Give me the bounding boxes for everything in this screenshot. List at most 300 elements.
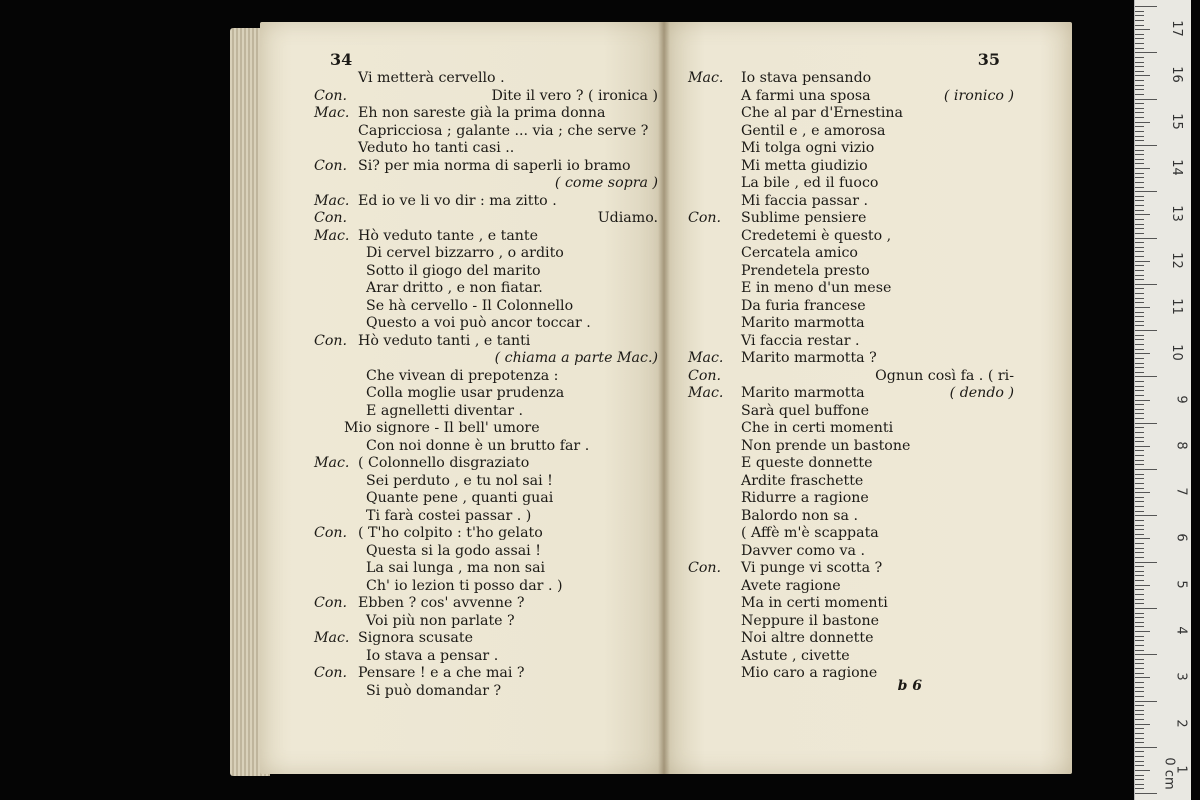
ruler-tick — [1135, 784, 1144, 785]
verse-text: Che al par d'Ernestina — [741, 105, 904, 121]
ruler-tick — [1135, 302, 1144, 303]
verse-text: Vi punge vi scotta ? — [741, 560, 883, 576]
ruler-tick — [1135, 191, 1157, 192]
ruler-tick — [1135, 256, 1144, 257]
speaker-label: Con. — [314, 595, 348, 611]
ruler-tick — [1135, 446, 1150, 447]
verse-line — [260, 210, 664, 228]
ruler-tick — [1135, 603, 1144, 604]
ruler-tick — [1135, 474, 1144, 475]
verse-line — [664, 105, 1072, 123]
stage-direction: ( chiama a parte Mac.) — [494, 350, 658, 366]
ruler-tick — [1135, 580, 1144, 581]
verse-text: Io stava a pensar . — [366, 647, 499, 664]
ruler-tick — [1135, 99, 1157, 100]
ruler-tick — [1135, 751, 1144, 752]
verse-line — [260, 105, 664, 123]
left-page — [260, 22, 664, 774]
ruler-tick — [1135, 173, 1144, 174]
ruler-tick — [1135, 214, 1150, 215]
ruler-tick — [1135, 43, 1144, 44]
speaker-label: Con. — [314, 87, 348, 104]
ruler-tick — [1135, 705, 1144, 706]
ruler-number: 17 — [1169, 20, 1185, 37]
verse-text: Che in certi momenti — [741, 420, 894, 436]
verse-text: Prendetela presto — [741, 262, 870, 279]
ruler-tick — [1135, 270, 1144, 271]
ruler-tick — [1135, 501, 1144, 502]
ruler-number: 14 — [1169, 159, 1185, 176]
ruler-number: 9 — [1173, 394, 1189, 404]
verse-text: Credetemi è questo , — [741, 227, 892, 244]
ruler-tick — [1135, 210, 1144, 211]
ruler-tick — [1135, 80, 1144, 81]
ruler-tick — [1135, 432, 1144, 433]
verse-line — [260, 315, 664, 333]
ruler-tick — [1135, 25, 1144, 26]
ruler-tick — [1135, 714, 1144, 715]
ruler-tick — [1135, 404, 1144, 405]
ruler-tick — [1135, 187, 1144, 188]
verse-text: Mio signore - Il bell' umore — [344, 420, 540, 436]
ruler-tick — [1135, 701, 1157, 702]
verse-text: Marito marmotta — [741, 385, 865, 401]
open-book — [230, 22, 1072, 780]
verse-text: Vi faccia restar . — [741, 332, 860, 349]
verse-line — [664, 438, 1072, 456]
ruler-number: 15 — [1169, 112, 1185, 130]
verse-text: Se hà cervello - Il Colonnello — [366, 297, 574, 314]
verse-text: Ridurre a ragione — [741, 490, 869, 506]
ruler-tick — [1135, 742, 1144, 743]
verse-text: Mi faccia passar . — [741, 192, 869, 209]
ruler-tick — [1135, 57, 1144, 58]
ruler-tick — [1135, 520, 1144, 521]
ruler-tick — [1135, 525, 1144, 526]
stage-direction: ( come sopra ) — [554, 175, 658, 191]
speaker-label: Con. — [314, 210, 348, 226]
ruler-tick — [1135, 636, 1144, 637]
left-page-text — [260, 70, 664, 700]
ruler-tick — [1135, 335, 1144, 336]
verse-line — [260, 438, 664, 456]
verse-text: Con noi donne è un brutto far . — [366, 437, 590, 454]
verse-line — [260, 578, 664, 596]
speaker-label: Con. — [688, 367, 722, 384]
ruler-tick — [1135, 75, 1150, 76]
ruler-tick — [1135, 645, 1144, 646]
ruler-tick — [1135, 765, 1144, 766]
ruler-tick — [1135, 788, 1144, 789]
verse-text: Arar dritto , e non fiatar. — [366, 280, 543, 296]
ruler-tick — [1135, 108, 1144, 109]
verse-text: Si può domandar ? — [366, 682, 502, 699]
verse-line — [664, 315, 1072, 333]
verse-line — [260, 455, 664, 473]
ruler-tick — [1135, 150, 1144, 151]
ruler-tick — [1135, 418, 1144, 419]
ruler-number: 3 — [1173, 672, 1189, 681]
ruler-tick — [1135, 358, 1144, 359]
ruler-tick — [1135, 682, 1144, 683]
verse-text: Ma in certi momenti — [741, 595, 888, 611]
ruler-tick — [1135, 367, 1144, 368]
verse-text: Sotto il giogo del marito — [366, 262, 541, 279]
verse-text: Colla moglie usar prudenza — [366, 385, 565, 401]
ruler-tick — [1135, 395, 1144, 396]
verse-text: ( Affè m'è scappata — [741, 525, 879, 541]
ruler-tick — [1135, 710, 1144, 711]
ruler-tick — [1135, 275, 1144, 276]
ruler-unit-label: 0 cm — [1161, 757, 1177, 790]
verse-line — [260, 420, 664, 438]
speaker-label: Mac. — [314, 227, 350, 244]
ruler-tick — [1135, 599, 1144, 600]
ruler-tick — [1135, 543, 1144, 544]
ruler-tick — [1135, 538, 1150, 539]
verse-line — [260, 158, 664, 176]
ruler-tick — [1135, 349, 1144, 350]
ruler-tick — [1135, 66, 1144, 67]
ruler-tick — [1135, 464, 1144, 465]
ruler-tick — [1135, 761, 1144, 762]
ruler-tick — [1135, 94, 1144, 95]
verse-text: Neppure il bastone — [741, 612, 879, 629]
ruler-tick — [1135, 34, 1144, 35]
ruler-tick — [1135, 6, 1157, 7]
ruler-tick — [1135, 497, 1144, 498]
verse-text: Io stava pensando — [741, 70, 872, 86]
ruler-tick — [1135, 233, 1144, 234]
verse-line — [664, 333, 1072, 351]
ruler-tick — [1135, 793, 1157, 794]
ruler-tick — [1135, 548, 1144, 549]
ruler-number: 7 — [1173, 487, 1189, 496]
ruler-number: 8 — [1173, 441, 1189, 450]
verse-line — [260, 613, 664, 631]
verse-text: Astute , civette — [741, 647, 850, 664]
ruler-tick — [1135, 756, 1144, 757]
ruler-tick — [1135, 224, 1144, 225]
speaker-label: Con. — [314, 525, 348, 541]
stage-direction: Ognun così fa . ( ri- — [875, 367, 1014, 384]
verse-line — [664, 578, 1072, 596]
ruler-tick — [1135, 626, 1144, 627]
verse-line — [260, 298, 664, 316]
ruler-tick — [1135, 437, 1144, 438]
speaker-label: Mac. — [314, 455, 350, 471]
ruler-tick — [1135, 450, 1144, 451]
speaker-label: Con. — [688, 560, 722, 576]
ruler-tick — [1135, 117, 1144, 118]
left-page-number: 34 — [330, 50, 353, 69]
ruler-tick — [1135, 779, 1144, 780]
verse-line — [664, 560, 1072, 578]
verse-text: ( T'ho colpito : t'ho gelato — [358, 525, 543, 541]
ruler-number: 10 — [1169, 344, 1185, 362]
ruler-tick — [1135, 29, 1150, 30]
ruler-tick — [1135, 200, 1144, 201]
ruler-tick — [1135, 15, 1144, 16]
signature-mark: b 6 — [897, 678, 922, 694]
verse-text: Cercatela amico — [741, 245, 858, 261]
ruler-tick — [1135, 205, 1144, 206]
ruler-tick — [1135, 89, 1144, 90]
verse-text: Mio caro a ragione — [741, 665, 878, 681]
verse-line — [260, 595, 664, 613]
ruler-tick — [1135, 307, 1150, 308]
verse-text: Non prende un bastone — [741, 437, 911, 454]
ruler-tick — [1135, 575, 1144, 576]
verse-line — [664, 228, 1072, 246]
speaker-label: Mac. — [314, 105, 350, 121]
verse-text: Che vivean di prepotenza : — [366, 367, 559, 384]
ruler-tick — [1135, 733, 1144, 734]
verse-line — [260, 683, 664, 701]
verse-line — [664, 543, 1072, 561]
ruler-tick — [1135, 52, 1157, 53]
ruler-tick — [1135, 251, 1144, 252]
verse-line — [260, 88, 664, 106]
speaker-label: Con. — [314, 665, 348, 681]
ruler-tick — [1135, 663, 1144, 664]
ruler-number: 11 — [1169, 298, 1185, 315]
verse-text: Capricciosa ; galante ... via ; che serve ? — [358, 122, 649, 139]
right-page-text — [664, 70, 1072, 683]
ruler-tick — [1135, 687, 1144, 688]
ruler-tick — [1135, 279, 1144, 280]
verse-line — [664, 158, 1072, 176]
ruler-tick — [1135, 423, 1157, 424]
verse-text: E agnelletti diventar . — [366, 402, 523, 419]
ruler-tick — [1135, 469, 1157, 470]
ruler-tick — [1135, 48, 1144, 49]
verse-text: Noi altre donnette — [741, 630, 874, 646]
ruler-tick — [1135, 677, 1150, 678]
verse-line — [664, 420, 1072, 438]
verse-text: Sei perduto , e tu nol sai ! — [366, 472, 553, 489]
ruler-tick — [1135, 381, 1144, 382]
verse-line — [664, 140, 1072, 158]
ruler-number: 1 — [1173, 765, 1189, 774]
verse-line — [664, 350, 1072, 368]
ruler-tick — [1135, 483, 1144, 484]
ruler-tick — [1135, 20, 1144, 21]
ruler-tick — [1135, 85, 1144, 86]
verse-line — [664, 88, 1072, 106]
ruler-tick — [1135, 668, 1144, 669]
verse-text: A farmi una sposa — [741, 87, 871, 104]
verse-line — [664, 665, 1072, 683]
ruler-tick — [1135, 71, 1144, 72]
verse-text: Hò veduto tante , e tante — [358, 227, 539, 244]
verse-line — [664, 368, 1072, 386]
ruler-tick — [1135, 11, 1144, 12]
verse-text: Quante pene , quanti guai — [366, 490, 554, 506]
verse-line — [664, 648, 1072, 666]
ruler-tick — [1135, 261, 1150, 262]
stage-direction: ( dendo ) — [949, 385, 1014, 401]
ruler-number: 12 — [1169, 251, 1185, 269]
ruler-tick — [1135, 552, 1144, 553]
ruler-tick — [1135, 126, 1144, 127]
ruler-tick — [1135, 747, 1157, 748]
right-page — [664, 22, 1072, 774]
ruler-tick — [1135, 640, 1144, 641]
ruler-tick — [1135, 196, 1144, 197]
ruler-tick — [1135, 562, 1157, 563]
verse-line — [664, 280, 1072, 298]
verse-text: Avete ragione — [741, 577, 841, 594]
verse-text: Ed io ve li vo dir : ma zitto . — [358, 192, 557, 209]
speaker-label: Mac. — [314, 630, 350, 646]
verse-text: E queste donnette — [741, 455, 873, 471]
verse-text: Eh non sareste già la prima donna — [358, 105, 606, 121]
ruler-tick — [1135, 515, 1157, 516]
verse-line — [664, 403, 1072, 421]
ruler-tick — [1135, 608, 1157, 609]
verse-line — [664, 630, 1072, 648]
ruler-number: 2 — [1173, 719, 1189, 728]
ruler-tick — [1135, 154, 1144, 155]
ruler-tick — [1135, 738, 1144, 739]
verse-line — [260, 543, 664, 561]
ruler-tick — [1135, 242, 1144, 243]
ruler-tick — [1135, 131, 1144, 132]
verse-line — [260, 630, 664, 648]
ruler-tick — [1135, 298, 1144, 299]
ruler-tick — [1135, 228, 1144, 229]
verse-text: Signora scusate — [358, 630, 473, 646]
ruler-tick — [1135, 511, 1144, 512]
verse-line — [664, 175, 1072, 193]
verse-line — [664, 123, 1072, 141]
verse-line — [664, 595, 1072, 613]
ruler-tick — [1135, 478, 1144, 479]
verse-line — [260, 70, 664, 88]
ruler-tick — [1135, 122, 1150, 123]
verse-text: Mi metta giudizio — [741, 157, 868, 174]
verse-line — [664, 298, 1072, 316]
verse-text: Hò veduto tanti , e tanti — [358, 332, 531, 349]
verse-text: ( Colonnello disgraziato — [358, 455, 530, 471]
speaker-label: Mac. — [688, 385, 724, 401]
ruler-tick — [1135, 372, 1144, 373]
verse-line — [260, 228, 664, 246]
verse-text: Sublime pensiere — [741, 210, 867, 226]
ruler-number: 4 — [1173, 626, 1189, 635]
verse-line — [260, 140, 664, 158]
verse-line — [664, 473, 1072, 491]
ruler-tick — [1135, 136, 1144, 137]
verse-line — [260, 368, 664, 386]
ruler-tick — [1135, 163, 1144, 164]
ruler-tick — [1135, 38, 1144, 39]
verse-line — [664, 385, 1072, 403]
verse-line — [260, 350, 664, 368]
verse-text: Si? per mia norma di saperli io bramo — [358, 157, 631, 174]
ruler-tick — [1135, 363, 1144, 364]
ruler-tick — [1135, 488, 1144, 489]
ruler-tick — [1135, 566, 1144, 567]
verse-line — [260, 193, 664, 211]
ruler-tick — [1135, 691, 1144, 692]
verse-line — [664, 613, 1072, 631]
ruler-tick — [1135, 659, 1144, 660]
ruler-tick — [1135, 673, 1144, 674]
ruler-tick — [1135, 353, 1150, 354]
ruler-tick — [1135, 728, 1144, 729]
verse-line — [260, 665, 664, 683]
ruler-tick — [1135, 409, 1144, 410]
ruler-tick — [1135, 312, 1144, 313]
ruler-tick — [1135, 159, 1144, 160]
ruler-tick — [1135, 330, 1157, 331]
ruler-number: 16 — [1169, 66, 1185, 84]
verse-line — [664, 490, 1072, 508]
stage-direction: ( ironico ) — [943, 87, 1014, 104]
verse-line — [260, 403, 664, 421]
verse-text: Balordo non sa . — [741, 507, 858, 524]
verse-line — [260, 473, 664, 491]
verse-text: E in meno d'un mese — [741, 280, 892, 296]
verse-text: Questo a voi può ancor toccar . — [366, 315, 591, 331]
verse-text: Questa si la godo assai ! — [366, 542, 541, 559]
verse-line — [260, 648, 664, 666]
verse-text: Ebben ? cos' avvenne ? — [358, 595, 525, 611]
ruler-tick — [1135, 413, 1144, 414]
stage-direction: Udiamo. — [597, 210, 658, 226]
verse-line — [260, 280, 664, 298]
ruler-tick — [1135, 238, 1157, 239]
verse-text: La sai lunga , ma non sai — [366, 560, 546, 576]
verse-text: Marito marmotta ? — [741, 350, 877, 366]
verse-text: Sarà quel buffone — [741, 402, 869, 419]
right-page-number: 35 — [977, 50, 1000, 69]
ruler-tick — [1135, 775, 1144, 776]
verse-text: Ardite fraschette — [741, 472, 864, 489]
ruler-tick — [1135, 390, 1144, 391]
verse-line — [664, 508, 1072, 526]
verse-line — [664, 525, 1072, 543]
ruler-tick — [1135, 534, 1144, 535]
ruler-tick — [1135, 506, 1144, 507]
speaker-label: Con. — [314, 332, 348, 349]
ruler-tick — [1135, 427, 1144, 428]
ruler-tick — [1135, 617, 1144, 618]
ruler-tick — [1135, 613, 1144, 614]
ruler-tick — [1135, 460, 1144, 461]
verse-text: Vi metterà cervello . — [358, 70, 505, 86]
stage-direction: Dite il vero ? ( ironica ) — [491, 87, 658, 104]
verse-text: Davver como va . — [741, 542, 866, 559]
verse-line — [664, 245, 1072, 263]
ruler-tick — [1135, 622, 1144, 623]
verse-line — [664, 193, 1072, 211]
ruler-tick — [1135, 293, 1144, 294]
verse-line — [260, 263, 664, 281]
verse-text: Da furia francese — [741, 297, 866, 314]
speaker-label: Mac. — [688, 70, 724, 86]
speaker-label: Mac. — [314, 192, 350, 209]
ruler-tick — [1135, 288, 1144, 289]
verse-text: Di cervel bizzarro , o ardito — [366, 245, 564, 261]
verse-line — [260, 333, 664, 351]
ruler-number: 6 — [1173, 533, 1189, 543]
ruler-tick — [1135, 339, 1144, 340]
ruler-tick — [1135, 585, 1150, 586]
speaker-label: Mac. — [688, 350, 724, 366]
